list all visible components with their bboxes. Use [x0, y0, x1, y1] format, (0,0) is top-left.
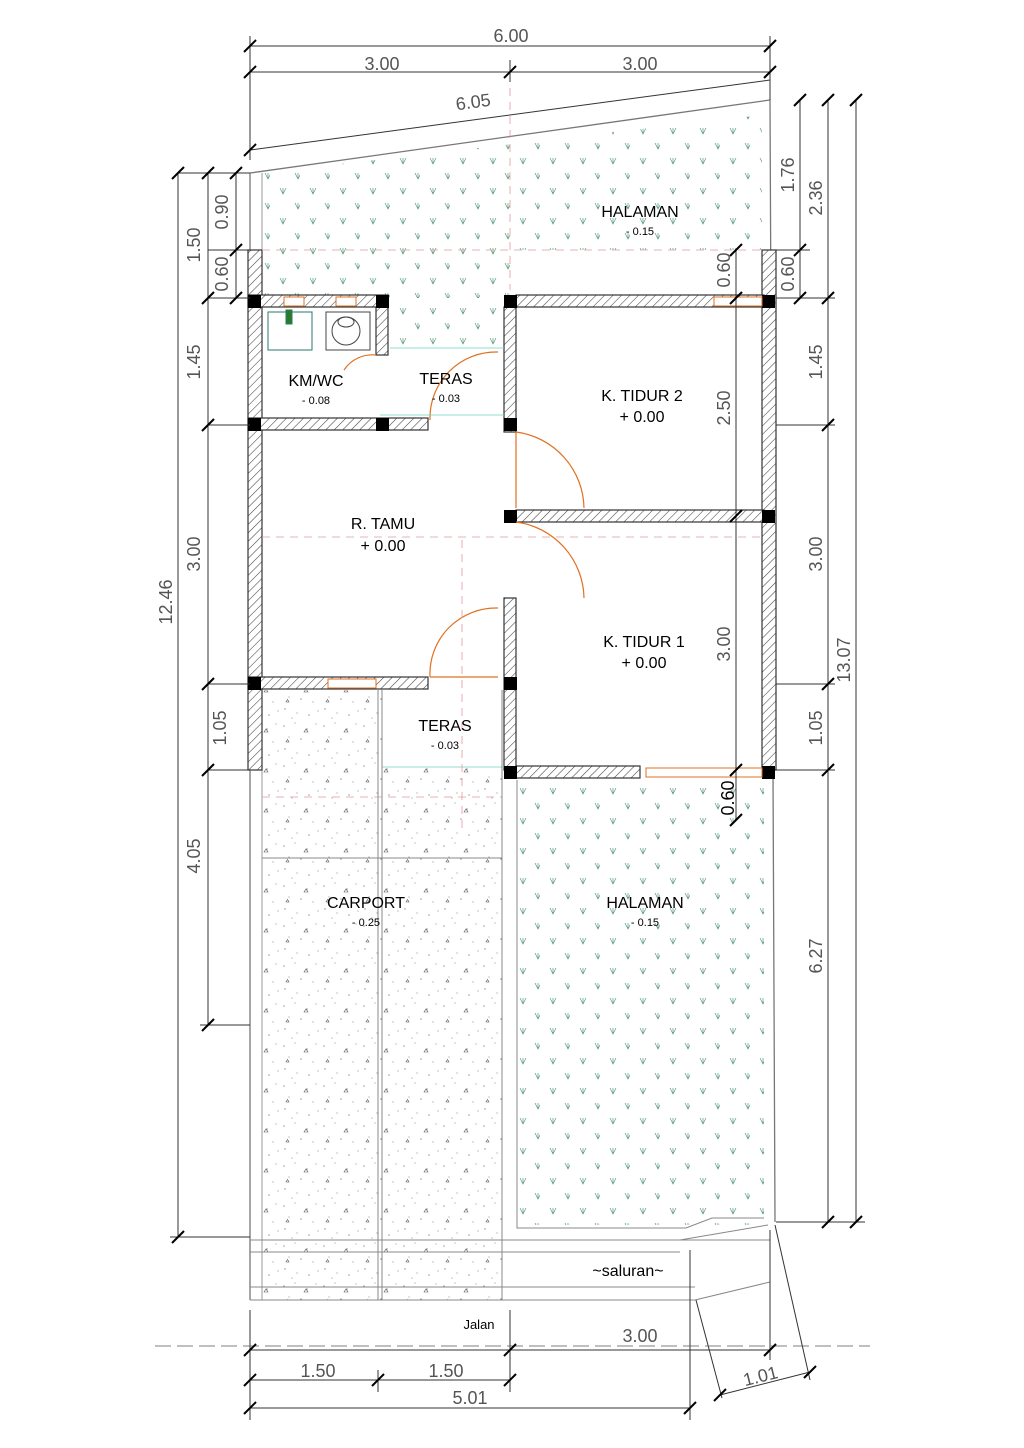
- room-halaman-front-name: HALAMAN: [606, 895, 684, 912]
- dim-top-left: 3.00: [364, 54, 400, 74]
- dim-left-405: 4.05: [184, 838, 204, 874]
- dim-left-090: 0.90: [212, 194, 232, 230]
- dim-bottom-300: 3.00: [622, 1326, 658, 1346]
- saluran-label: ~saluran~: [592, 1263, 664, 1280]
- teras-top-grass: [390, 308, 502, 348]
- room-teras-top-level: - 0.03: [431, 393, 461, 405]
- dim-bottom-101: 1.01: [741, 1362, 780, 1391]
- room-halaman-front-level: - 0.15: [630, 917, 660, 929]
- dim-right-105: 1.05: [806, 710, 826, 746]
- room-carport-level: - 0.25: [351, 917, 381, 929]
- toilet-fixtures: [268, 310, 370, 350]
- room-tidur1-level: + 0.00: [621, 655, 667, 672]
- jalan-label: Jalan: [463, 1317, 495, 1332]
- dim-bottom-150-right: 1.50: [428, 1361, 464, 1381]
- dim-right-145: 1.45: [806, 344, 826, 380]
- halaman-back-area: [262, 115, 762, 250]
- dim-inner-300: 3.00: [714, 626, 734, 662]
- room-kmwc-name: KM/WC: [288, 373, 344, 390]
- room-halaman-back-level: - 0.15: [625, 226, 655, 238]
- dim-right-176: 1.76: [778, 157, 798, 193]
- dim-right-060: 0.60: [778, 256, 798, 292]
- room-kmwc-level: - 0.08: [301, 395, 331, 407]
- room-tidur2-name: K. TIDUR 2: [601, 388, 683, 405]
- room-tamu-name: R. TAMU: [350, 516, 416, 533]
- room-teras-bottom-name: TERAS: [418, 718, 472, 735]
- dim-left-total: 12.46: [156, 579, 176, 625]
- room-tamu-level: + 0.00: [360, 538, 406, 555]
- dim-left-060: 0.60: [212, 256, 232, 292]
- dim-right-627: 6.27: [806, 938, 826, 974]
- dim-bottom-150-left: 1.50: [300, 1361, 336, 1381]
- room-teras-bottom-level: - 0.03: [430, 740, 460, 752]
- dim-left-105: 1.05: [210, 710, 230, 746]
- dim-inner-060-top: 0.60: [714, 252, 734, 288]
- room-carport-name: CARPORT: [327, 895, 405, 912]
- dim-top-right: 3.00: [622, 54, 658, 74]
- dim-right-236: 2.36: [806, 180, 826, 216]
- dim-left-300: 3.00: [184, 536, 204, 572]
- halaman-side-strip: [262, 250, 510, 298]
- dim-inner-060-bottom: 0.60: [718, 780, 738, 816]
- dim-bottom-total: 5.01: [452, 1388, 488, 1408]
- room-tidur1-name: K. TIDUR 1: [603, 634, 685, 651]
- halaman-front-area: [517, 780, 764, 1225]
- dim-left-150: 1.50: [184, 227, 204, 263]
- room-teras-top-name: TERAS: [419, 371, 473, 388]
- dim-right-total: 13.07: [834, 637, 854, 683]
- room-tidur2-level: + 0.00: [619, 409, 665, 426]
- room-halaman-back-name: HALAMAN: [601, 204, 679, 221]
- dim-inner-250: 2.50: [714, 390, 734, 426]
- dim-top-diag: 6.05: [454, 89, 492, 115]
- dim-left-145: 1.45: [184, 344, 204, 380]
- dim-right-300: 3.00: [806, 536, 826, 572]
- dim-top-total: 6.00: [493, 26, 529, 46]
